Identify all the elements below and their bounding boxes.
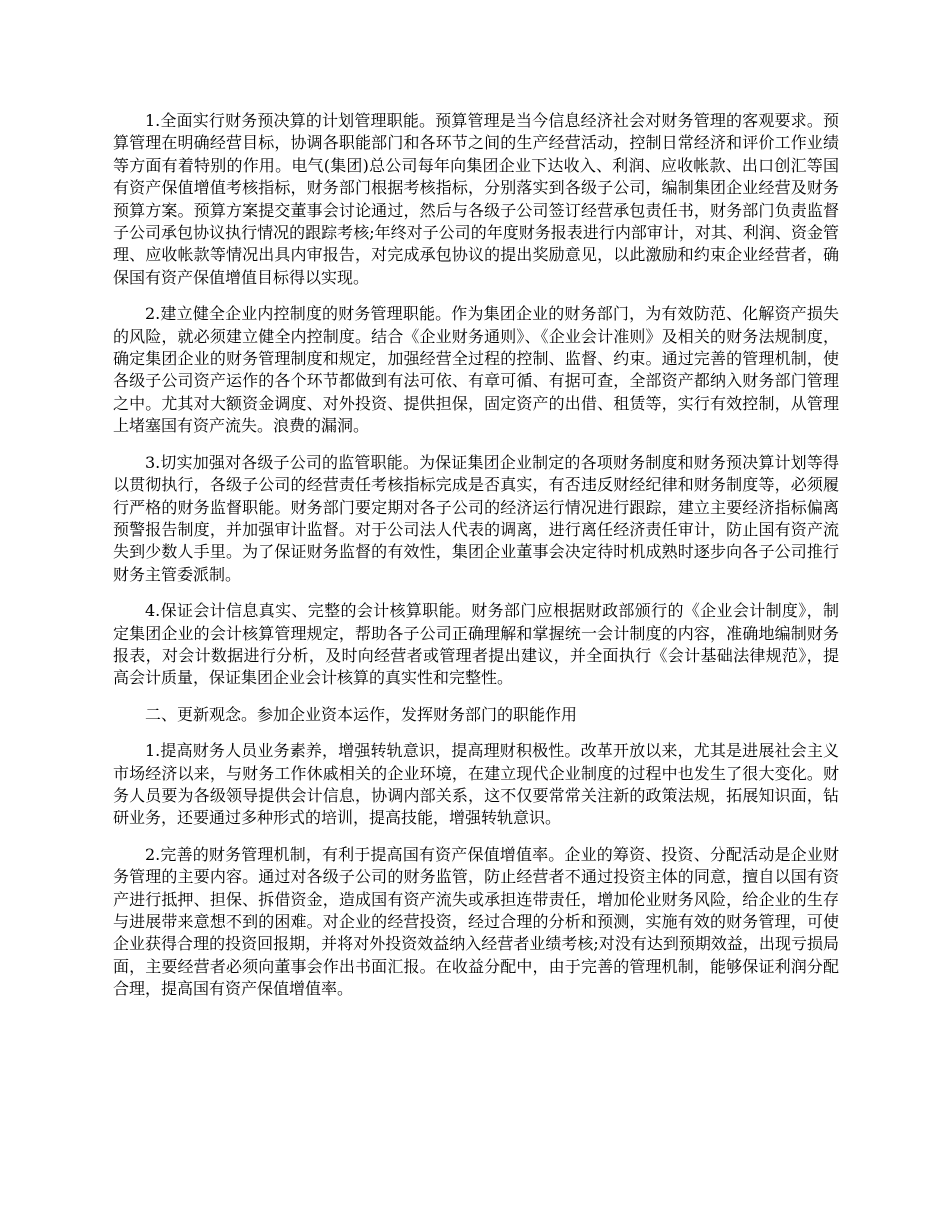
section-heading-capital-operation: 二、更新观念。参加企业资本运作，发挥财务部门的职能作用	[145, 704, 578, 724]
paragraph-management-mechanism: 2.完善的财务管理机制，有利于提高国有资产保值增值率。企业的筹资、投资、分配活动是企业财务管理的主要内容。通过对各级子公司的财务监管，防止经营者不通过投资主体的同意，擅自以国有资产进行抵押、担保、拆借资金，造成国有资产流失或承担连带责任，增加伦业财务风险，给企业的生存与进展带来意想不到的困难。对企业的经营投资，经过合理的分析和预测，实施有效的财务管理，可使企业获得合理的投资回报期，并将对外投资效益纳入经营者业绩考核;对没有达到预期效益，出现亏损局面，主要经营者必须向董事会作出书面汇报。在收益分配中，由于完善的管理机制，能够保证利润分配合理，提高国有资产保值增值率。	[113, 844, 839, 999]
paragraph-staff-quality: 1.提高财务人员业务素养，增强转轨意识，提高理财积极性。改革开放以来，尤其是进展社会主义市场经济以来，与财务工作休戚相关的企业环境，在建立现代企业制度的过程中也发生了很大变化。财务人员要为各级领导提供会计信息，协调内部关系，这不仅要常常关注新的政策法规，拓展知识面，钻研业务，还要通过多种形式的培训，提高技能，增强转轨意识。	[113, 741, 839, 828]
paragraph-budget-management: 1.全面实行财务预决算的计划管理职能。预算管理是当今信息经济社会对财务管理的客观要求。预算管理在明确经营目标，协调各职能部门和各环节之间的生产经营活动，控制日常经济和评价工作业绩等方面有着特别的作用。电气(集团)总公司每年向集团企业下达收入、利润、应收帐款、出口创汇等国有资产保值增值考核指标，财务部门根据考核指标，分别落实到各级子公司，编制集团企业经营及财务预算方案。预算方案提交董事会讨论通过，然后与各级子公司签订经营承包责任书，财务部门负责监督子公司承包协议执行情况的跟踪考核;年终对子公司的年度财务报表进行内部审计，对其、利润、资金管理、应收帐款等情况出具内审报告，对完成承包协议的提出奖励意见，以此激励和约束企业经营者，确保国有资产保值增值目标得以实现。	[113, 111, 839, 287]
document-body	[113, 110, 839, 1015]
paragraph-accounting-information: 4.保证会计信息真实、完整的会计核算职能。财务部门应根据财政部颁行的《企业会计制度》，制定集团企业的会计核算管理规定，帮助各子公司正确理解和掌握统一会计制度的内容，准确地编制财务报表，对会计数据进行分析，及时向经营者或管理者提出建议，并全面执行《会计基础法律规范》，提高会计质量，保证集团企业会计核算的真实性和完整性。	[113, 601, 839, 688]
paragraph-subsidiary-supervision: 3.切实加强对各级子公司的监管职能。为保证集团企业制定的各项财务制度和财务预决算计划等得以贯彻执行，各级子公司的经营责任考核指标完成是否真实，有否违反财经纪律和财务制度等，必须履行严格的财务监督职能。财务部门要定期对各子公司的经济运行情况进行跟踪，建立主要经济指标偏离预警报告制度，并加强审计监督。对于公司法人代表的调离，进行离任经济责任审计，防止国有资产流失到少数人手里。为了保证财务监督的有效性，集团企业董事会决定待时机成熟时逐步向各子公司推行财务主管委派制。	[113, 452, 839, 584]
paragraph-internal-control: 2.建立健全企业内控制度的财务管理职能。作为集团企业的财务部门，为有效防范、化解资产损失的风险，就必须建立健全内控制度。结合《企业财务通则》、《企业会计准则》及相关的财务法规制度，确定集团企业的财务管理制度和规定，加强经营全过程的控制、监督、约束。通过完善的管理机制，使各级子公司资产运作的各个环节都做到有法可依、有章可循、有据可查，全部资产都纳入财务部门管理之中。尤其对大额资金调度、对外投资、提供担保，固定资产的出借、租赁等，实行有效控制，从管理上堵塞国有资产流失。浪费的漏洞。	[113, 304, 839, 436]
